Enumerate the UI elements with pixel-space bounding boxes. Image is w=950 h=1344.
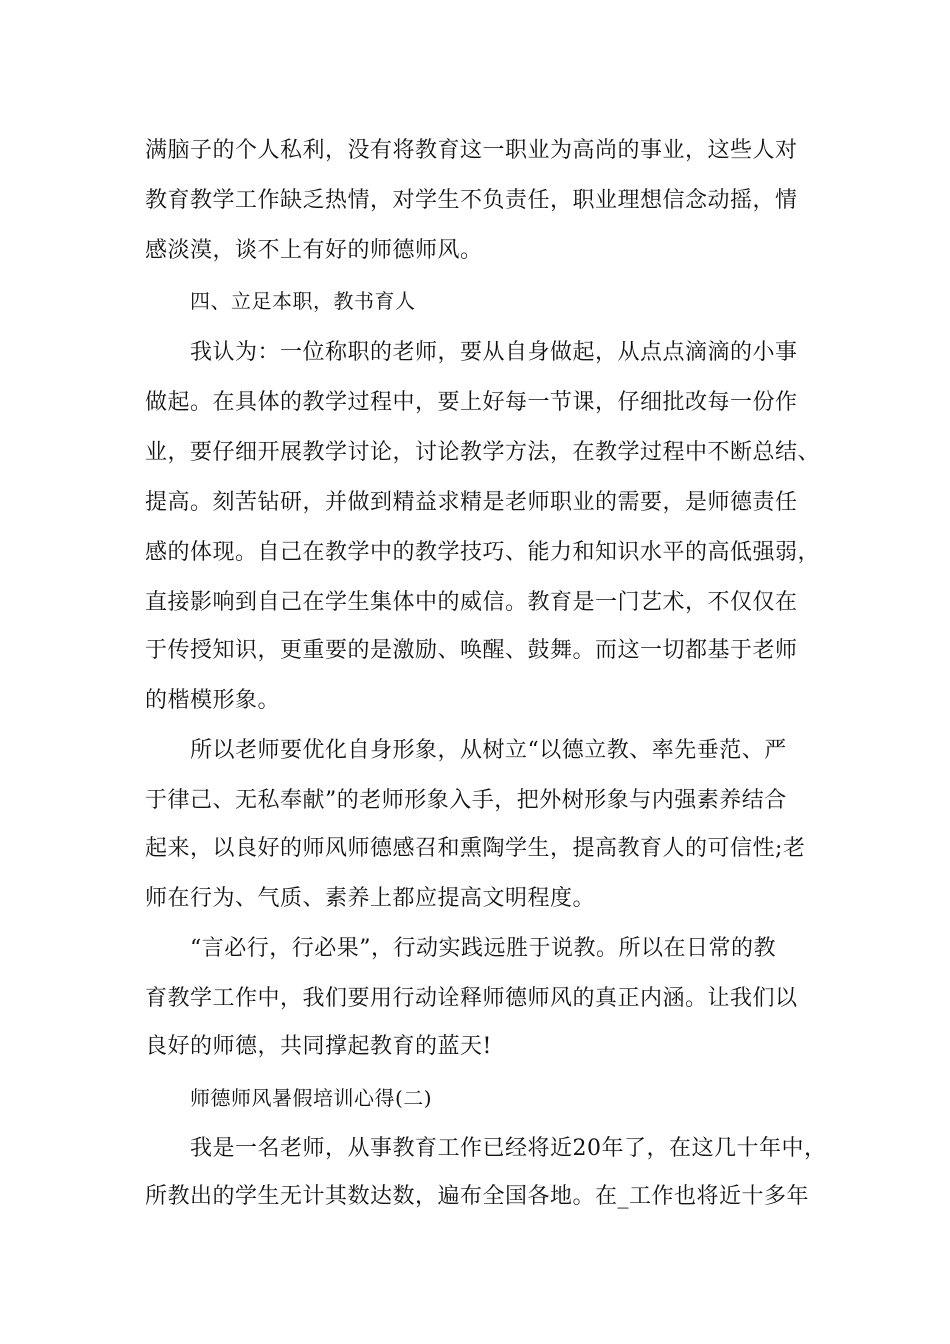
paragraph-line: 感的体现。自己在教学中的教学技巧、能力和知识水平的高低强弱， bbox=[145, 540, 821, 565]
paragraph-line: 直接影响到自己在学生集体中的威信。教育是一门艺术，不仅仅在 bbox=[145, 590, 798, 615]
paragraph-line: 于律己、无私奉献”的老师形象入手，把外树形象与内强素养结合 bbox=[145, 788, 787, 813]
section-heading: 四、立足本职，教书育人 bbox=[190, 289, 416, 313]
paragraph-line: 起来，以良好的师风师德感召和熏陶学生，提高教育人的可信性;老 bbox=[145, 836, 806, 861]
paragraph-line: 教育教学工作缺乏热情，对学生不负责任，职业理想信念动摇，情 bbox=[145, 188, 798, 213]
paragraph-line: 育教学工作中，我们要用行动诠释师德师风的真正内涵。让我们以 bbox=[145, 986, 798, 1011]
paragraph-line: 满脑子的个人私利，没有将教育这一职业为高尚的事业，这些人对 bbox=[145, 138, 798, 163]
paragraph-line: 师在行为、气质、素养上都应提高文明程度。 bbox=[145, 886, 596, 911]
paragraph-line: 所以老师要优化自身形象，从树立“以德立教、率先垂范、严 bbox=[190, 738, 787, 763]
paragraph-line: “言必行，行必果”，行动实践远胜于说教。所以在日常的教 bbox=[190, 936, 776, 961]
paragraph-line: 于传授知识，更重要的是激励、唤醒、鼓舞。而这一切都基于老师 bbox=[145, 638, 798, 663]
paragraph-line: 感淡漠，谈不上有好的师德师风。 bbox=[145, 238, 483, 263]
paragraph-line: 良好的师德，共同撑起教育的蓝天! bbox=[145, 1034, 492, 1059]
paragraph-line: 我是一名老师，从事教育工作已经将近20年了，在这几十年中， bbox=[190, 1136, 827, 1161]
paragraph-line: 所教出的学生无计其数达数，遍布全国各地。在_工作也将近十多年 bbox=[145, 1184, 810, 1209]
section-heading: 师德师风暑假培训心得(二) bbox=[190, 1086, 433, 1110]
paragraph-line: 我认为：一位称职的老师，要从自身做起，从点点滴滴的小事 bbox=[190, 340, 798, 365]
paragraph-line: 业，要仔细开展教学讨论，讨论教学方法，在教学过程中不断总结、 bbox=[145, 440, 821, 465]
paragraph-line: 做起。在具体的教学过程中，要上好每一节课，仔细批改每一份作 bbox=[145, 390, 798, 415]
paragraph-line: 的楷模形象。 bbox=[145, 688, 281, 713]
paragraph-line: 提高。刻苦钻研，并做到精益求精是老师职业的需要，是师德责任 bbox=[145, 490, 798, 515]
